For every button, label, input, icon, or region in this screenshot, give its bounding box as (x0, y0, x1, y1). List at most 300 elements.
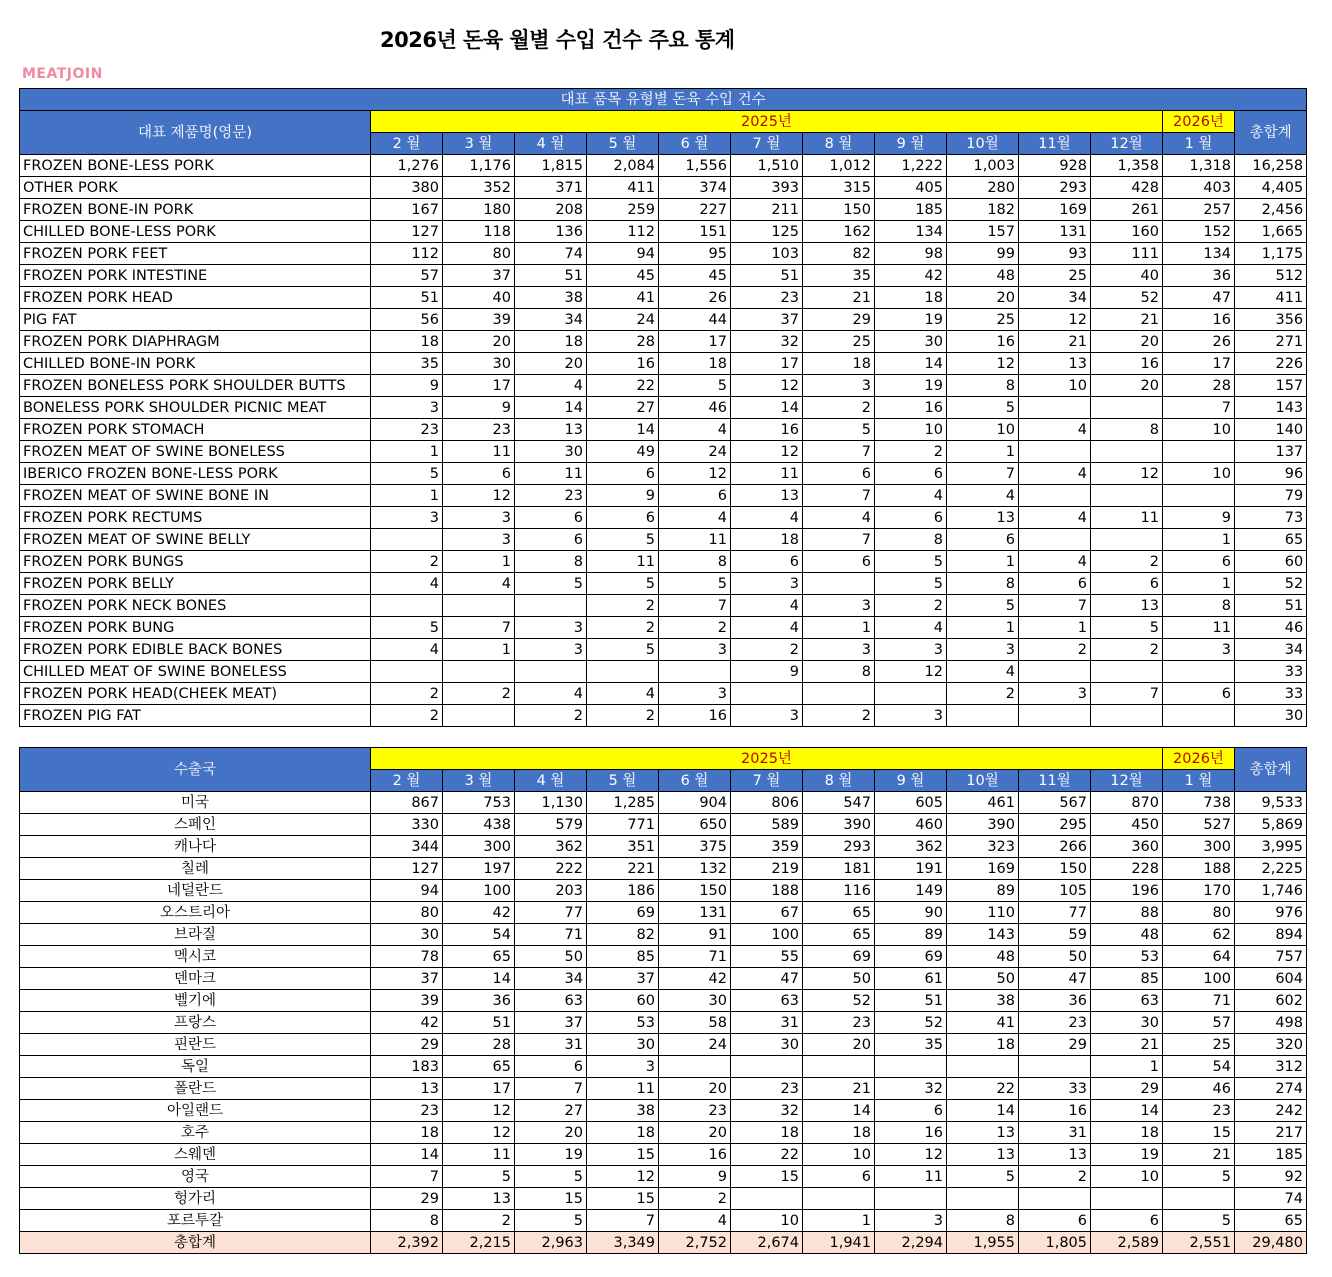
table-row (20, 1078, 1307, 1100)
month-value-cell: 29 (371, 1188, 443, 1210)
month-value-cell: 91 (659, 924, 731, 946)
month-value-cell: 438 (443, 814, 515, 836)
month-value-cell: 13 (515, 419, 587, 441)
month-header: 11월 (1019, 770, 1091, 792)
month-value-cell: 8 (947, 375, 1019, 397)
month-value-cell: 753 (443, 792, 515, 814)
month-value-cell: 27 (587, 397, 659, 419)
month-value-cell: 3 (803, 375, 875, 397)
month-value-cell: 80 (371, 902, 443, 924)
month-value-cell: 10 (947, 419, 1019, 441)
month-value-cell: 5 (587, 529, 659, 551)
month-value-cell: 293 (1019, 177, 1091, 199)
month-value-cell: 4 (875, 485, 947, 507)
month-header: 8 월 (803, 133, 875, 155)
month-value-cell: 6 (587, 463, 659, 485)
month-header: 9 월 (875, 133, 947, 155)
month-value-cell: 36 (1163, 265, 1235, 287)
month-value-cell: 1,012 (803, 155, 875, 177)
grand-total-month-cell: 2,294 (875, 1232, 947, 1254)
year-2025-header: 2025년 (371, 748, 1163, 770)
month-value-cell: 6 (875, 463, 947, 485)
month-header: 5 월 (587, 770, 659, 792)
month-value-cell: 23 (443, 419, 515, 441)
month-value-cell: 2 (515, 705, 587, 727)
month-value-cell (1019, 441, 1091, 463)
country-name-cell: 벨기에 (20, 990, 371, 1012)
month-value-cell (1163, 1188, 1235, 1210)
month-header: 7 월 (731, 770, 803, 792)
month-value-cell: 650 (659, 814, 731, 836)
month-value-cell: 10 (1163, 419, 1235, 441)
month-value-cell: 4 (947, 485, 1019, 507)
table-row (20, 792, 1307, 814)
month-value-cell: 605 (875, 792, 947, 814)
table-row (20, 814, 1307, 836)
month-value-cell: 13 (1019, 353, 1091, 375)
month-value-cell: 351 (587, 836, 659, 858)
month-value-cell: 20 (1091, 375, 1163, 397)
month-value-cell: 14 (1091, 1100, 1163, 1122)
month-value-cell: 5 (515, 1166, 587, 1188)
month-value-cell: 54 (1163, 1056, 1235, 1078)
month-value-cell: 58 (659, 1012, 731, 1034)
month-value-cell (1019, 397, 1091, 419)
month-value-cell: 118 (443, 221, 515, 243)
month-value-cell: 94 (587, 243, 659, 265)
product-name-cell: FROZEN PIG FAT (20, 705, 371, 727)
row-total-cell: 140 (1235, 419, 1307, 441)
grand-total-month-cell: 2,215 (443, 1232, 515, 1254)
month-value-cell: 23 (371, 419, 443, 441)
country-name-cell: 스웨덴 (20, 1144, 371, 1166)
month-value-cell: 280 (947, 177, 1019, 199)
month-value-cell: 20 (947, 287, 1019, 309)
month-value-cell: 5 (875, 551, 947, 573)
month-value-cell (875, 683, 947, 705)
month-value-cell: 6 (803, 463, 875, 485)
month-value-cell: 80 (443, 243, 515, 265)
month-value-cell: 1 (1019, 617, 1091, 639)
month-header: 4 월 (515, 770, 587, 792)
table-row (20, 199, 1307, 221)
month-value-cell (1163, 485, 1235, 507)
month-value-cell: 5 (515, 1210, 587, 1232)
row-total-cell: 274 (1235, 1078, 1307, 1100)
month-value-cell: 29 (1091, 1078, 1163, 1100)
month-header: 10월 (947, 770, 1019, 792)
month-value-cell: 6 (587, 507, 659, 529)
month-value-cell: 16 (659, 705, 731, 727)
month-value-cell: 2 (1091, 639, 1163, 661)
month-value-cell: 50 (1019, 946, 1091, 968)
month-value-cell: 71 (1163, 990, 1235, 1012)
month-value-cell (443, 705, 515, 727)
month-value-cell: 7 (371, 1166, 443, 1188)
page-title: 2026년 돈육 월별 수입 건수 주요 통계 (380, 28, 735, 52)
country-name-cell: 브라질 (20, 924, 371, 946)
month-value-cell: 6 (515, 1056, 587, 1078)
month-value-cell (803, 1188, 875, 1210)
month-value-cell: 32 (731, 331, 803, 353)
month-value-cell: 157 (947, 221, 1019, 243)
product-name-cell: CHILLED BONE-LESS PORK (20, 221, 371, 243)
row-total-cell: 1,746 (1235, 880, 1307, 902)
month-value-cell: 78 (371, 946, 443, 968)
month-value-cell: 47 (1019, 968, 1091, 990)
month-value-cell: 52 (803, 990, 875, 1012)
grand-total-month-cell: 2,752 (659, 1232, 731, 1254)
month-value-cell (875, 1056, 947, 1078)
row-total-cell: 73 (1235, 507, 1307, 529)
grand-total-cell: 29,480 (1235, 1232, 1307, 1254)
month-value-cell: 42 (659, 968, 731, 990)
month-header: 3 월 (443, 133, 515, 155)
month-value-cell: 36 (1019, 990, 1091, 1012)
row-total-cell: 30 (1235, 705, 1307, 727)
month-value-cell: 71 (515, 924, 587, 946)
month-value-cell: 57 (371, 265, 443, 287)
month-value-cell (947, 705, 1019, 727)
country-name-cell: 포르투갈 (20, 1210, 371, 1232)
month-value-cell: 8 (875, 529, 947, 551)
month-value-cell: 9 (587, 485, 659, 507)
row-total-cell: 1,665 (1235, 221, 1307, 243)
month-value-cell: 22 (587, 375, 659, 397)
month-value-cell (371, 661, 443, 683)
country-name-cell: 프랑스 (20, 1012, 371, 1034)
month-value-cell: 16 (731, 419, 803, 441)
month-value-cell: 8 (1163, 595, 1235, 617)
month-value-cell: 393 (731, 177, 803, 199)
month-value-cell: 162 (803, 221, 875, 243)
month-value-cell: 50 (947, 968, 1019, 990)
product-name-cell: OTHER PORK (20, 177, 371, 199)
country-name-cell: 네덜란드 (20, 880, 371, 902)
month-value-cell: 1,318 (1163, 155, 1235, 177)
month-value-cell: 20 (515, 1122, 587, 1144)
row-total-cell: 65 (1235, 1210, 1307, 1232)
month-value-cell: 51 (515, 265, 587, 287)
table-row (20, 1012, 1307, 1034)
month-value-cell: 23 (731, 1078, 803, 1100)
month-value-cell (731, 1056, 803, 1078)
month-value-cell: 23 (371, 1100, 443, 1122)
month-value-cell: 17 (659, 331, 731, 353)
table-row (20, 177, 1307, 199)
month-value-cell: 31 (731, 1012, 803, 1034)
month-value-cell: 13 (947, 1144, 1019, 1166)
row-total-cell: 2,225 (1235, 858, 1307, 880)
month-value-cell: 47 (731, 968, 803, 990)
month-value-cell: 6 (1019, 573, 1091, 595)
month-value-cell: 48 (947, 946, 1019, 968)
country-name-cell: 멕시코 (20, 946, 371, 968)
month-value-cell: 188 (1163, 858, 1235, 880)
month-header: 2 월 (371, 770, 443, 792)
month-value-cell: 2 (1091, 551, 1163, 573)
month-value-cell: 49 (587, 441, 659, 463)
month-value-cell: 13 (371, 1078, 443, 1100)
month-value-cell: 69 (803, 946, 875, 968)
month-value-cell: 50 (515, 946, 587, 968)
row-total-cell: 498 (1235, 1012, 1307, 1034)
month-value-cell: 405 (875, 177, 947, 199)
table-row (20, 1144, 1307, 1166)
month-value-cell: 5 (947, 1166, 1019, 1188)
month-value-cell: 738 (1163, 792, 1235, 814)
month-value-cell: 30 (1091, 1012, 1163, 1034)
month-value-cell: 4 (371, 573, 443, 595)
month-value-cell: 4 (659, 507, 731, 529)
month-value-cell: 2 (803, 397, 875, 419)
month-value-cell: 7 (803, 485, 875, 507)
grand-total-month-cell: 2,589 (1091, 1232, 1163, 1254)
month-header: 11월 (1019, 133, 1091, 155)
month-value-cell: 8 (659, 551, 731, 573)
month-value-cell: 1 (1091, 1056, 1163, 1078)
month-value-cell: 16 (947, 331, 1019, 353)
month-value-cell: 8 (371, 1210, 443, 1232)
product-name-cell: FROZEN MEAT OF SWINE BONE IN (20, 485, 371, 507)
product-name-cell: CHILLED MEAT OF SWINE BONELESS (20, 661, 371, 683)
table-row (20, 485, 1307, 507)
month-value-cell: 16 (875, 397, 947, 419)
month-value-cell: 9 (443, 397, 515, 419)
table-row (20, 902, 1307, 924)
month-value-cell: 11 (731, 463, 803, 485)
month-value-cell: 403 (1163, 177, 1235, 199)
month-value-cell: 2 (587, 705, 659, 727)
month-value-cell: 77 (1019, 902, 1091, 924)
month-value-cell: 51 (443, 1012, 515, 1034)
month-value-cell (1091, 441, 1163, 463)
month-value-cell: 37 (587, 968, 659, 990)
row-total-cell: 894 (1235, 924, 1307, 946)
month-value-cell: 9 (1163, 507, 1235, 529)
month-value-cell: 547 (803, 792, 875, 814)
exporter-country-table (19, 747, 1307, 1254)
month-value-cell: 6 (515, 529, 587, 551)
month-value-cell: 181 (803, 858, 875, 880)
month-value-cell: 2 (1019, 1166, 1091, 1188)
row-total-cell: 320 (1235, 1034, 1307, 1056)
month-value-cell: 771 (587, 814, 659, 836)
month-value-cell: 352 (443, 177, 515, 199)
table-row (20, 463, 1307, 485)
table-row (20, 946, 1307, 968)
month-value-cell: 28 (587, 331, 659, 353)
month-value-cell: 1,130 (515, 792, 587, 814)
month-value-cell: 35 (803, 265, 875, 287)
month-value-cell: 48 (1091, 924, 1163, 946)
month-value-cell: 8 (515, 551, 587, 573)
month-value-cell: 1 (443, 639, 515, 661)
row-total-cell: 271 (1235, 331, 1307, 353)
month-value-cell: 3 (371, 397, 443, 419)
month-value-cell: 362 (875, 836, 947, 858)
month-value-cell: 185 (875, 199, 947, 221)
month-header: 4 월 (515, 133, 587, 155)
month-value-cell: 13 (947, 507, 1019, 529)
month-value-cell: 2,084 (587, 155, 659, 177)
month-value-cell: 5 (371, 617, 443, 639)
product-name-header: 대표 제품명(영문) (20, 111, 371, 155)
month-value-cell (1091, 397, 1163, 419)
month-value-cell: 183 (371, 1056, 443, 1078)
month-value-cell: 23 (515, 485, 587, 507)
month-value-cell: 4 (659, 1210, 731, 1232)
month-value-cell: 182 (947, 199, 1019, 221)
month-value-cell (659, 661, 731, 683)
table-row (20, 705, 1307, 727)
month-value-cell: 10 (803, 1144, 875, 1166)
month-value-cell (443, 661, 515, 683)
month-value-cell: 4 (515, 683, 587, 705)
total-header: 총합계 (1235, 111, 1307, 155)
month-header: 9 월 (875, 770, 947, 792)
month-value-cell: 362 (515, 836, 587, 858)
month-value-cell: 99 (947, 243, 1019, 265)
month-value-cell: 12 (875, 1144, 947, 1166)
month-value-cell: 37 (443, 265, 515, 287)
month-value-cell: 10 (1091, 1166, 1163, 1188)
month-value-cell: 64 (1163, 946, 1235, 968)
product-name-cell: FROZEN BONE-IN PORK (20, 199, 371, 221)
month-value-cell: 15 (731, 1166, 803, 1188)
month-value-cell (947, 1056, 1019, 1078)
month-value-cell: 1,815 (515, 155, 587, 177)
month-value-cell: 103 (731, 243, 803, 265)
table-row (20, 529, 1307, 551)
meatjoin-logo: MEATJOIN (22, 66, 103, 82)
month-value-cell: 6 (515, 507, 587, 529)
month-value-cell: 50 (803, 968, 875, 990)
month-value-cell: 6 (947, 529, 1019, 551)
month-value-cell: 2 (875, 595, 947, 617)
month-value-cell: 293 (803, 836, 875, 858)
month-value-cell: 85 (587, 946, 659, 968)
table-row (20, 1188, 1307, 1210)
month-value-cell: 25 (1019, 265, 1091, 287)
row-total-cell: 1,175 (1235, 243, 1307, 265)
month-value-cell: 12 (659, 463, 731, 485)
month-value-cell (1019, 661, 1091, 683)
month-value-cell: 1 (947, 441, 1019, 463)
month-value-cell: 2 (371, 705, 443, 727)
product-name-cell: FROZEN PORK HEAD(CHEEK MEAT) (20, 683, 371, 705)
month-header: 3 월 (443, 770, 515, 792)
month-value-cell: 11 (443, 1144, 515, 1166)
month-value-cell: 7 (443, 617, 515, 639)
month-value-cell (803, 683, 875, 705)
month-value-cell: 16 (875, 1122, 947, 1144)
month-value-cell: 6 (1091, 573, 1163, 595)
month-value-cell: 4 (731, 507, 803, 529)
month-value-cell: 12 (587, 1166, 659, 1188)
month-value-cell (515, 595, 587, 617)
month-value-cell: 2 (659, 617, 731, 639)
country-name-cell: 헝가리 (20, 1188, 371, 1210)
month-value-cell: 579 (515, 814, 587, 836)
table-row (20, 375, 1307, 397)
country-name-cell: 아일랜드 (20, 1100, 371, 1122)
month-value-cell: 6 (803, 551, 875, 573)
month-value-cell: 5 (659, 375, 731, 397)
product-name-cell: FROZEN PORK STOMACH (20, 419, 371, 441)
month-value-cell: 37 (515, 1012, 587, 1034)
month-value-cell: 5 (515, 573, 587, 595)
month-value-cell: 132 (659, 858, 731, 880)
product-name-cell: FROZEN PORK DIAPHRAGM (20, 331, 371, 353)
month-value-cell: 16 (587, 353, 659, 375)
grand-total-month-cell: 2,674 (731, 1232, 803, 1254)
grand-total-month-cell: 2,963 (515, 1232, 587, 1254)
table-caption: 대표 품목 유형별 돈육 수입 건수 (20, 89, 1307, 111)
month-header: 1 월 (1163, 770, 1235, 792)
month-value-cell: 3 (515, 639, 587, 661)
month-value-cell: 170 (1163, 880, 1235, 902)
month-value-cell (443, 595, 515, 617)
month-value-cell: 7 (1163, 397, 1235, 419)
product-name-cell: FROZEN PORK BUNGS (20, 551, 371, 573)
table-row (20, 661, 1307, 683)
table-row (20, 1122, 1307, 1144)
month-value-cell: 1 (803, 1210, 875, 1232)
month-value-cell: 29 (371, 1034, 443, 1056)
month-value-cell: 1,358 (1091, 155, 1163, 177)
month-value-cell: 152 (1163, 221, 1235, 243)
month-value-cell: 131 (659, 902, 731, 924)
month-value-cell: 16 (1019, 1100, 1091, 1122)
month-value-cell: 85 (1091, 968, 1163, 990)
month-value-cell: 169 (1019, 199, 1091, 221)
table-row (20, 617, 1307, 639)
table-row (20, 683, 1307, 705)
month-value-cell: 18 (875, 287, 947, 309)
grand-total-month-cell: 2,392 (371, 1232, 443, 1254)
month-value-cell: 20 (515, 353, 587, 375)
month-value-cell: 4 (1019, 551, 1091, 573)
month-value-cell: 30 (371, 924, 443, 946)
month-value-cell: 12 (443, 485, 515, 507)
grand-total-month-cell: 1,955 (947, 1232, 1019, 1254)
month-value-cell: 80 (1163, 902, 1235, 924)
month-value-cell: 21 (1091, 1034, 1163, 1056)
row-total-cell: 5,869 (1235, 814, 1307, 836)
month-value-cell: 12 (443, 1100, 515, 1122)
month-value-cell (371, 529, 443, 551)
year-2025-header: 2025년 (371, 111, 1163, 133)
grand-total-month-cell: 3,349 (587, 1232, 659, 1254)
month-value-cell: 3 (731, 573, 803, 595)
month-value-cell: 3 (1163, 639, 1235, 661)
product-name-cell: FROZEN PORK BUNG (20, 617, 371, 639)
month-value-cell: 227 (659, 199, 731, 221)
month-value-cell: 46 (659, 397, 731, 419)
month-value-cell: 13 (947, 1122, 1019, 1144)
month-value-cell: 1 (371, 485, 443, 507)
month-value-cell: 7 (1091, 683, 1163, 705)
month-value-cell: 4 (875, 617, 947, 639)
month-value-cell: 11 (1091, 507, 1163, 529)
row-total-cell: 3,995 (1235, 836, 1307, 858)
month-value-cell: 9 (371, 375, 443, 397)
month-value-cell: 5 (1163, 1166, 1235, 1188)
month-value-cell: 32 (875, 1078, 947, 1100)
product-name-cell: FROZEN MEAT OF SWINE BONELESS (20, 441, 371, 463)
country-name-cell: 오스트리아 (20, 902, 371, 924)
